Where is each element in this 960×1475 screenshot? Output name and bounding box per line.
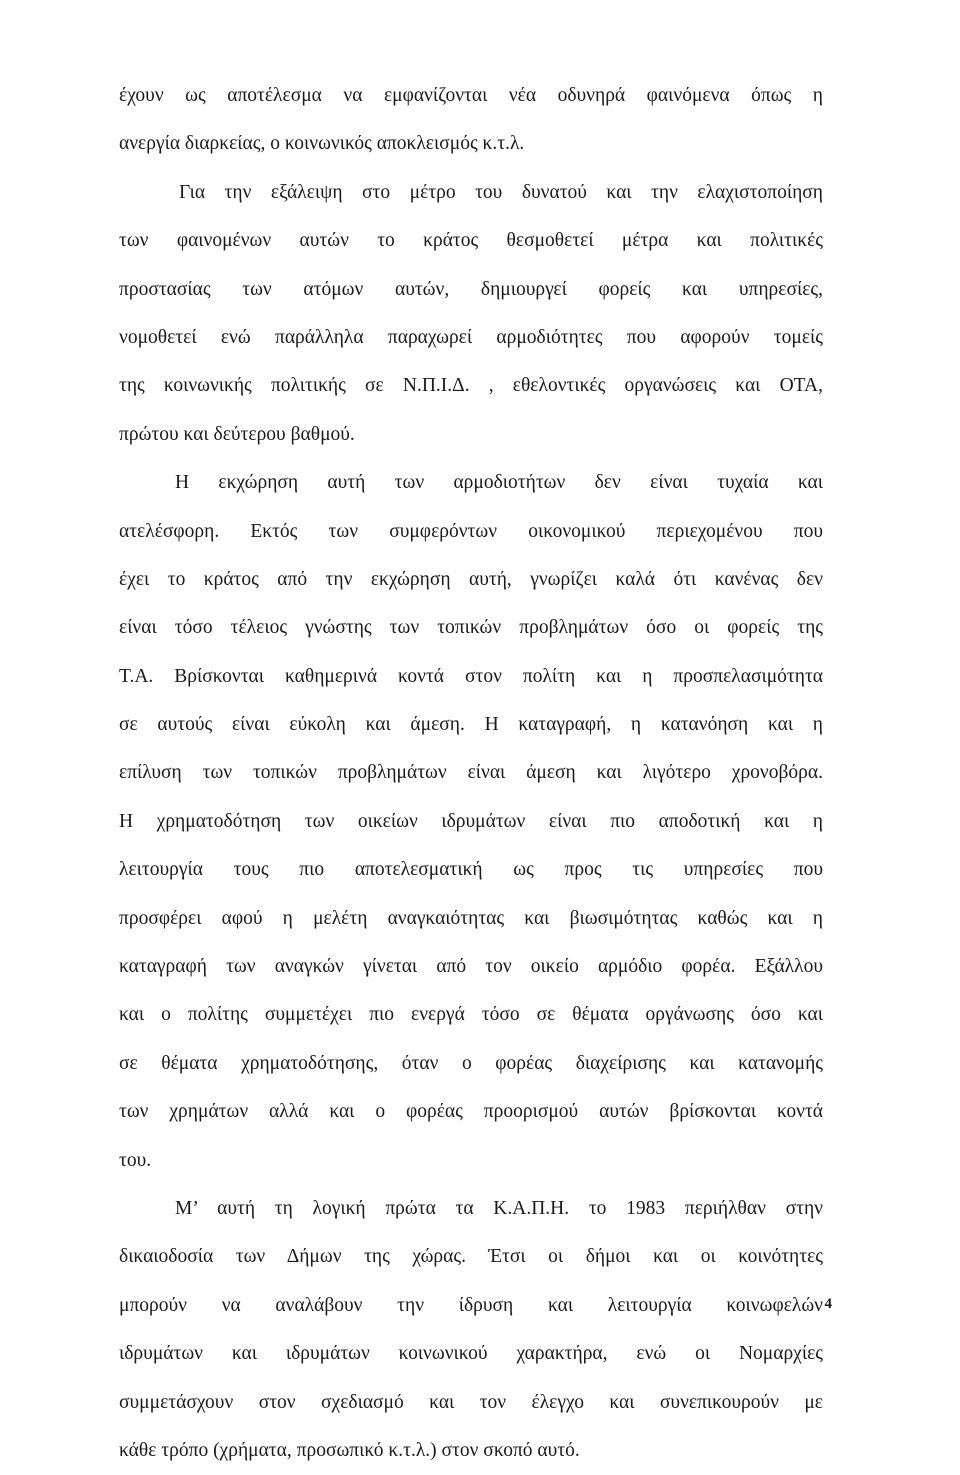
text-line: επίλυση των τοπικών προβλημάτων είναι άμεση και λιγότερο χρονοβόρα. [119, 762, 823, 784]
text-line: Τ.Α. Βρίσκονται καθημερινά κοντά στον πολίτη και η προσπελασιμότητα [119, 665, 823, 687]
text-line: του. [119, 1149, 152, 1171]
text-line: και ο πολίτης συμμετέχει πιο ενεργά τόσο σε θέματα οργάνωσης όσο και [119, 1004, 823, 1026]
text-line: έχουν ως αποτέλεσμα να εμφανίζονται νέα οδυνηρά φαινόμενα όπως η [119, 85, 823, 106]
text-line: δικαιοδοσία των Δήμων της χώρας. Έτσι οι δήμοι και οι κοινότητες [119, 1246, 823, 1268]
text-line: πρώτου και δεύτερου βαθμού. [119, 423, 355, 445]
text-line: έχει το κράτος από την εκχώρηση αυτή, γνωρίζει καλά ότι κανένας δεν [119, 568, 823, 590]
paragraph-start-line: Για την εξάλειψη στο μέτρο του δυνατού και την ελαχιστοποίηση [179, 181, 823, 203]
text-line: των φαινομένων αυτών το κράτος θεσμοθετεί μέτρα και πολιτικές [119, 230, 823, 252]
text-line: της κοινωνικής πολιτικής σε Ν.Π.Ι.Δ. , εθελοντικές οργανώσεις και ΟΤΑ, [119, 375, 823, 397]
text-line: σε αυτούς είναι εύκολη και άμεση. Η καταγραφή, η κατανόηση και η [119, 714, 823, 736]
page-number: 4 [824, 1296, 832, 1312]
text-line: είναι τόσο τέλειος γνώστης των τοπικών προβλημάτων όσο οι φορείς της [119, 617, 823, 639]
text-line: λειτουργία τους πιο αποτελεσματική ως προς τις υπηρεσίες που [119, 859, 823, 881]
text-line: των χρημάτων αλλά και ο φορέας προορισμού αυτών βρίσκονται κοντά [119, 1101, 823, 1123]
text-line: συμμετάσχουν στον σχεδιασμό και τον έλεγχο και συνεπικουρούν με [119, 1391, 823, 1413]
text-line: νομοθετεί ενώ παράλληλα παραχωρεί αρμοδιότητες που αφορούν τομείς [119, 326, 823, 348]
text-line: προσφέρει αφού η μελέτη αναγκαιότητας και βιωσιμότητας καθώς και η [119, 907, 823, 929]
paragraph-start-line: Η εκχώρηση αυτή των αρμοδιοτήτων δεν είναι τυχαία και [175, 472, 823, 494]
text-line: σε θέματα χρηματοδότησης, όταν ο φορέας διαχείρισης και κατανομής [119, 1052, 823, 1074]
text-line: ατελέσφορη. Εκτός των συμφερόντων οικονομικού περιεχομένου που [119, 520, 823, 542]
paragraph-start-line: Μ’ αυτή τη λογική πρώτα τα Κ.Α.Π.Η. το 1983 περιήλθαν στην [175, 1197, 823, 1219]
text-line: μπορούν να αναλάβουν την ίδρυση και λειτουργία κοινωφελών [119, 1294, 823, 1316]
text-line: ιδρυμάτων και ιδρυμάτων κοινωνικού χαρακτήρα, ενώ οι Νομαρχίες [119, 1343, 823, 1365]
body-text [119, 72, 823, 1475]
text-line: ανεργία διαρκείας, ο κοινωνικός αποκλεισμός κ.τ.λ. [119, 133, 525, 155]
text-line: προστασίας των ατόμων αυτών, δημιουργεί φορείς και υπηρεσίες, [119, 278, 823, 300]
text-line: καταγραφή των αναγκών γίνεται από τον οικείο αρμόδιο φορέα. Εξάλλου [119, 956, 823, 978]
text-line: κάθε τρόπο (χρήματα, προσωπικό κ.τ.λ.) στον σκοπό αυτό. [119, 1439, 580, 1461]
text-line: Η χρηματοδότηση των οικείων ιδρυμάτων είναι πιο αποδοτική και η [119, 810, 823, 832]
